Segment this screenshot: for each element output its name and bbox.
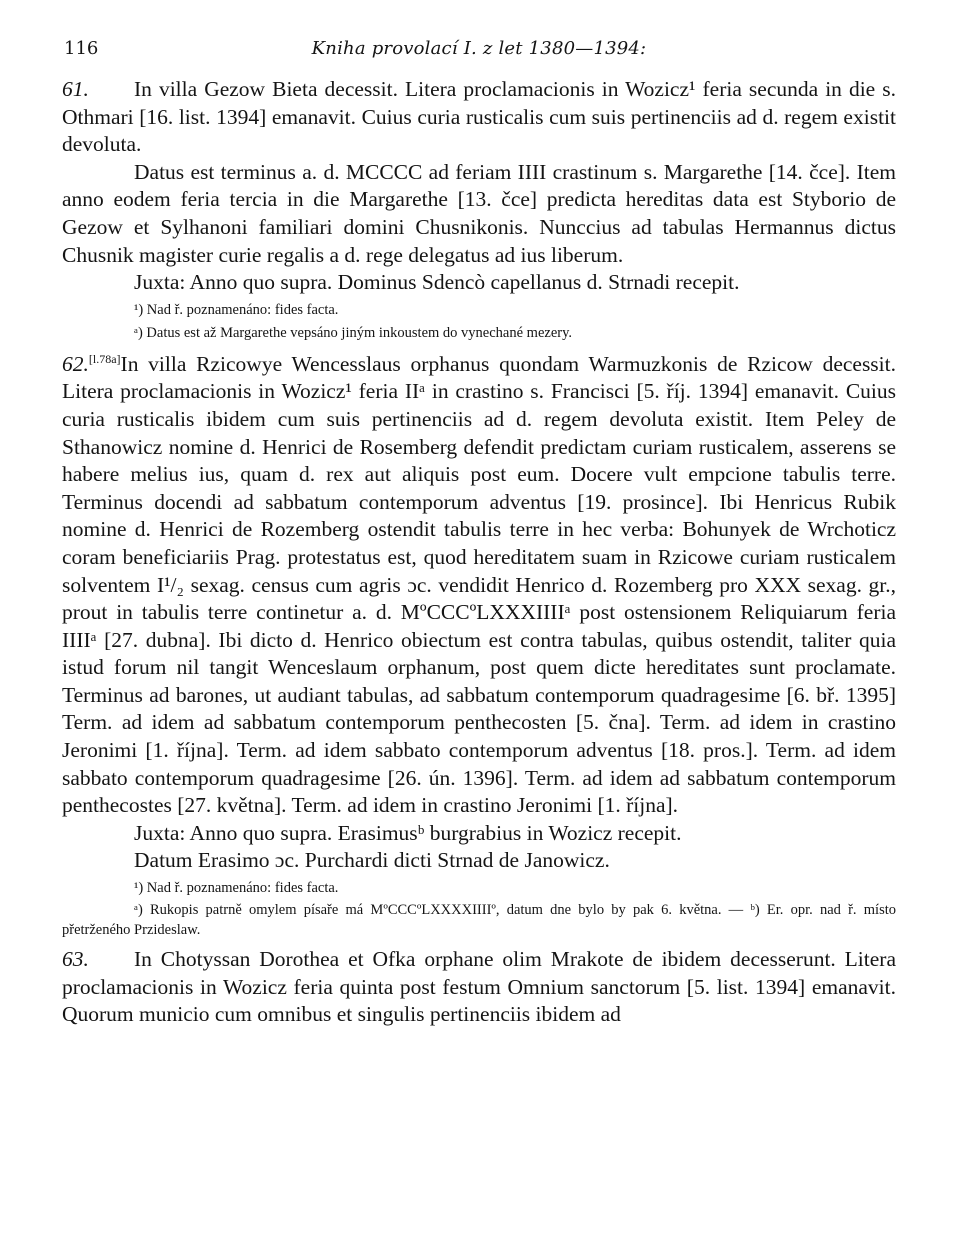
footnotes-61 (62, 299, 896, 345)
entry-text: In villa Gezow Bieta decessit. Litera proclamacionis in Wozicz¹ feria secunda in die s. Othmari [16. list. 1394] emanavit. Cuius curia rusticalis cum suis pertinenciis ad d. regem existit devoluta. (62, 77, 896, 157)
entry-61-para-2: Datus est terminus a. d. MCCCC ad feriam IIII crastinum s. Margarethe [14. čce]. Item anno eodem feria tercia in die Margarethe [13. čce] predicta hereditas data est Styborio de Gezow et Sylhanoni familiari domini Chusnikonis. Nunccius ad tabulas Hermannus dictus Chusnik magister curie regalis a d. rege delegatus ad ius liberum. (62, 159, 896, 267)
page-body (62, 76, 896, 1029)
entry-number: 63. (62, 947, 89, 972)
entry-text: In Chotyssan Dorothea et Ofka orphane olim Mrakote de ibidem decesserunt. Litera proclamacionis in Wozicz feria quinta post festum Omnium sanctorum [5. list. 1394] emanavit. Quorum municio cum omnibus et singulis pertinenciis ibidem ad (62, 947, 896, 1027)
entry-61-juxta: Juxta: Anno quo supra. Dominus Sdencò capellanus d. Strnadi recepit. (134, 270, 740, 295)
footnote: ᵃ) Rukopis patrně omylem písaře má MºCCCºLXXXXIIIIº, datum dne bylo by pak 6. května. — ᵇ) Er. opr. nad ř. místo přetrženého Przideslaw. (62, 902, 896, 939)
entry-number: 61. (62, 77, 89, 101)
entry-63-para-1 (62, 946, 896, 1029)
document-page (62, 28, 896, 1238)
folio-marker: [l.78a] (88, 351, 121, 366)
page-header (62, 28, 896, 68)
footnote: ᵃ) Datus est až Margarethe vepsáno jiným inkoustem do vynechané mezery. (134, 324, 573, 341)
footnote: ¹) Nad ř. poznamenáno: fides facta. (134, 880, 339, 897)
entry-text: In villa Rzicowye Wencesslaus orphanus quondam Warmuzkonis de Rzicow decessit. Litera proclamacionis in Wozicz¹ feria IIᵃ in crastino s. Francisci [5. říj. 1394] emanavit. Cuius curia rusticalis ibidem cum suis pertinenciis ad d. regem devoluta existit. Item Peley de Sthanowicz nomine d. Henrici de Rosemberg defendit predictam curiam rusticalem, asserens se habere melius ius, quam d. rex aut aliquis post eum. Docere vult empcione tabulis terre. Terminus docendi ad sabbatum contemporum adventus [19. prosince]. Ibi Henricus Rubik nomine d. Henrici de Rozemberg ostendit tabulis terre in hec verba: Bohunyek de Wrchoticz coram beneficiariis Prag. protestatus est, quod hereditatem suam in Rzicowe curiam rusticalem solventem I¹/₂ sexag. census cum agris ɔc. vendidit Henrico d. Rozemberg pro XXX sexag. gr., prout in tabulis terre continetur a. d. MºCCCºLXXXIIIIᵃ post ostensionem Reliquiarum feria IIIIᵃ [27. dubna]. Ibi dicto d. Henrico obiectum est contra tabulas, quibus ostendit, taliter quia istud forum nil tangit Wenceslaum orphanum, post quem dicte hereditates sunt proclamate. Terminus ad barones, ut audiant tabulas, ad sabbatum contemporum quadragesime [6. bř. 1395] Term. ad idem ad sabbatum contemporum penthecosten [5. čna]. Term. ad idem in crastino Jeronimi [1. října]. Term. ad idem sabbato contemporum adventus [18. pros.]. Term. ad idem sabbato contemporum quadragesime [26. ún. 1396]. Term. ad idem ad sabbatum contemporum penthecostes [27. května]. Term. ad idem in crastino Jeronimi [1. října]. (62, 351, 896, 818)
footnote: ¹) Nad ř. poznamenáno: fides facta. (134, 301, 339, 318)
entry-61-para-1 (62, 76, 896, 159)
entry-62-juxta: Juxta: Anno quo supra. Erasimusᵇ burgrabius in Wozicz recepit. (134, 820, 682, 845)
entry-62-datum: Datum Erasimo ɔc. Purchardi dicti Strnad de Janowicz. (134, 848, 610, 873)
running-title: Kniha provolací I. z let 1380—1394: (311, 38, 647, 59)
entry-number: 62. (62, 351, 89, 376)
footnotes-62 (62, 877, 896, 940)
page-number: 116 (64, 38, 99, 59)
entry-62-para-1 (62, 351, 896, 820)
